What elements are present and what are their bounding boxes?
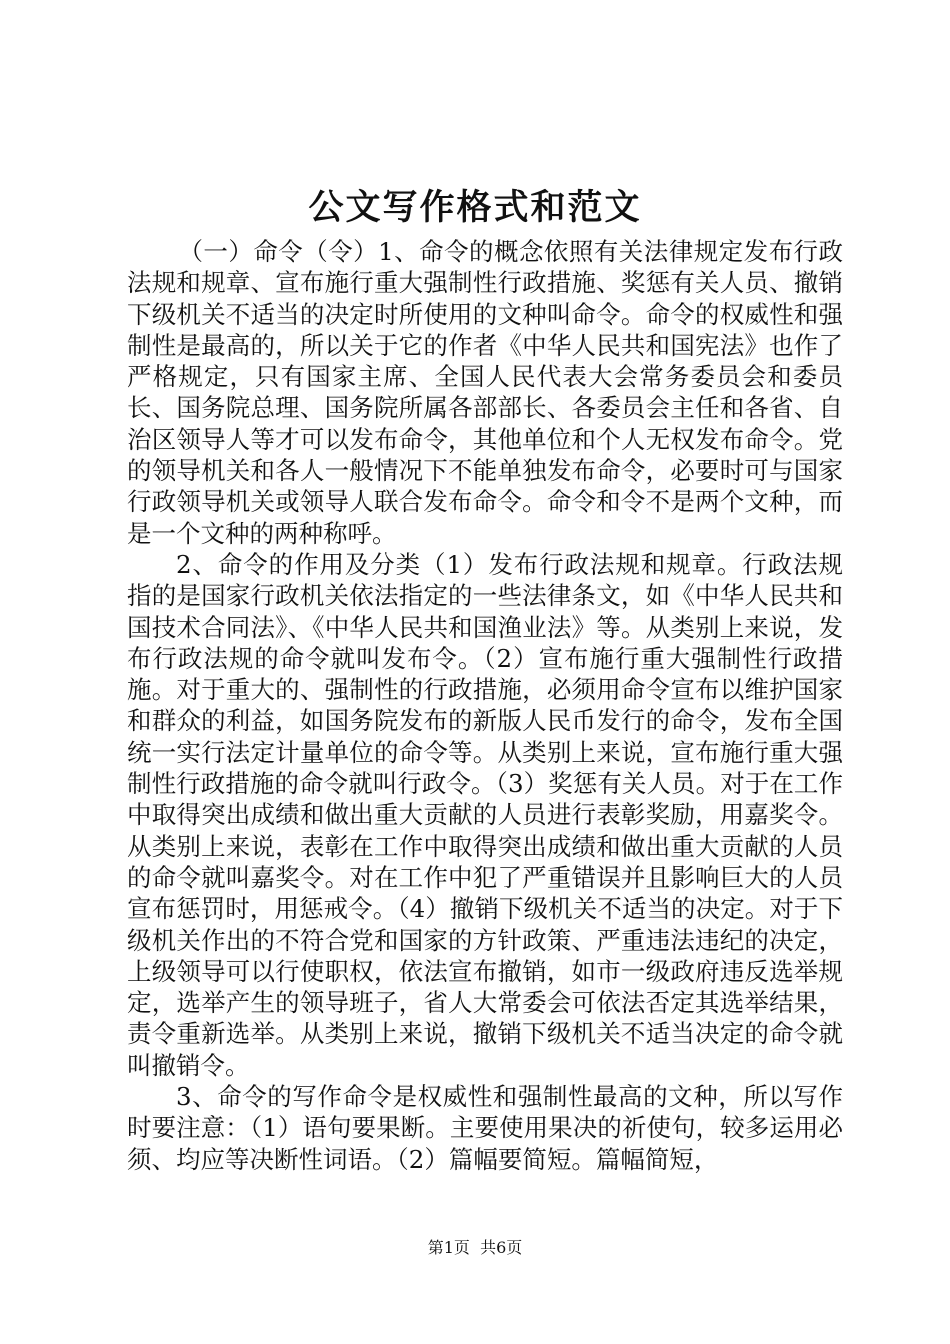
document-title: 公文写作格式和范文 bbox=[308, 187, 642, 228]
paragraph-command-writing: 3、命令的写作命令是权威性和强制性最高的文种，所以写作时要注意：（1）语句要果断。主要使用果决的祈使句，较多运用必须、均应等决断性词语。（2）篇幅要简短。篇幅简短， bbox=[127, 1082, 843, 1174]
page-footer bbox=[0, 1238, 950, 1258]
document-body bbox=[127, 236, 843, 1175]
paragraph-command-definition: （一）命令（令）1、命令的概念依照有关法律规定发布行政法规和规章、宣布施行重大强制性行政措施、奖惩有关人员、撤销下级机关不适当的决定时所使用的文种叫命令。命令的权威性和强制性是最高的，所以关于它的作者《中华人民共和国宪法》也作了严格规定，只有国家主席、全国人民代表大会常务委员会和委员长、国务院总理、国务院所属各部部长、各委员会主任和各省、自治区领导人等才可以发布命令，其他单位和个人无权发布命令。党的领导机关和各人一般情况下不能单独发布命令，必要时可与国家行政领导机关或领导人联合发布命令。命令和令不是两个文种，而是一个文种的两种称呼。 bbox=[127, 237, 843, 548]
paragraph-command-function: 2、命令的作用及分类（1）发布行政法规和规章。行政法规指的是国家行政机关依法指定的一些法律条文，如《中华人民共和国技术合同法》、《中华人民共和国渔业法》等。从类别上来说，发布行政法规的命令就叫发布令。（2）宣布施行重大强制性行政措施。对于重大的、强制性的行政措施，必须用命令宣布以维护国家和群众的利益，如国务院发布的新版人民币发行的命令，发布全国统一实行法定计量单位的命令等。从类别上来说，宣布施行重大强制性行政措施的命令就叫行政令。（3）奖惩有关人员。对于在工作中取得突出成绩和做出重大贡献的人员进行表彰奖励，用嘉奖令。从类别上来说，表彰在工作中取得突出成绩和做出重大贡献的人员的命令就叫嘉奖令。对在工作中犯了严重错误并且影响巨大的人员宣布惩罚时，用惩戒令。（4）撤销下级机关不适当的决定。对于下级机关作出的不符合党和国家的方针政策、严重违法违纪的决定，上级领导可以行使职权，依法宣布撤销，如市一级政府违反选举规定，选举产生的领导班子，省人大常委会可依法否定其选举结果，责令重新选举。从类别上来说，撤销下级机关不适当决定的命令就叫撤销令。 bbox=[127, 549, 843, 1080]
page-number: 第1页 共6页 bbox=[427, 1238, 523, 1257]
